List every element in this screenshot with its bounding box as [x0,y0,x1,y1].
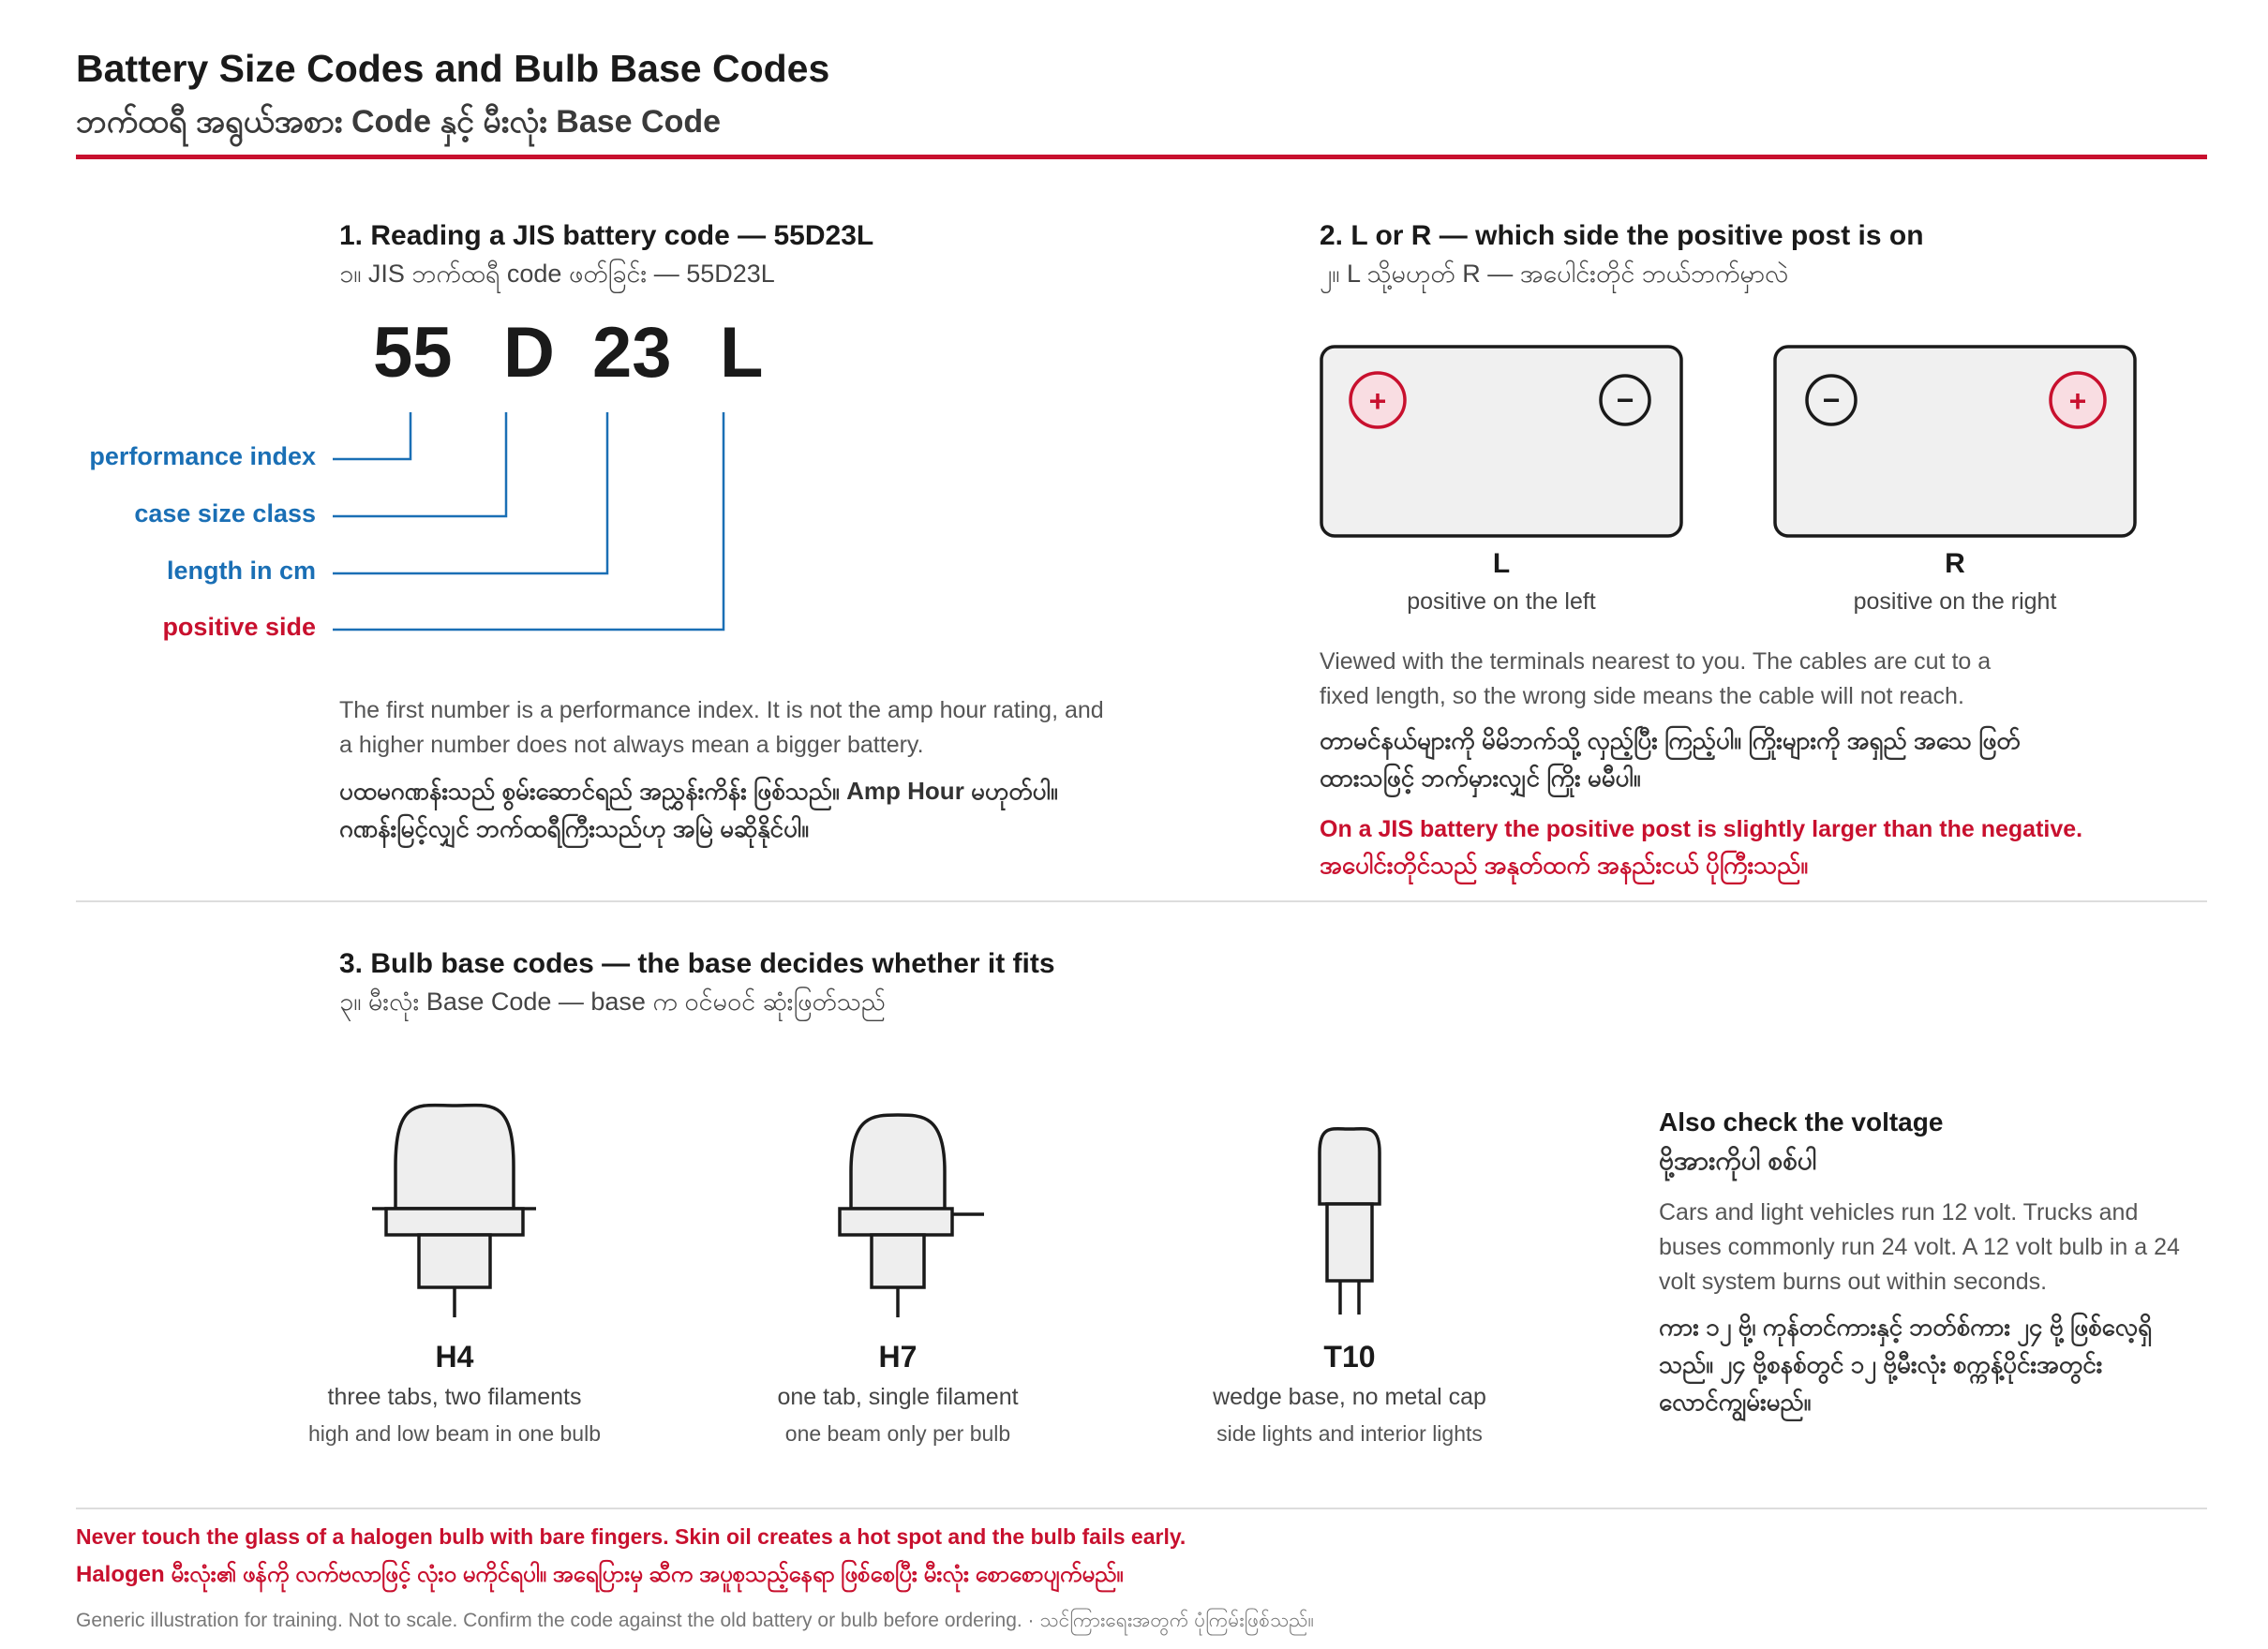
section2-heading: 2. L or R — which side the positive post is on [1320,220,1924,251]
bulb-t10-sub: side lights and interior lights [1216,1421,1483,1446]
battery-l-desc: positive on the left [1407,588,1596,615]
leader-line-length [333,412,607,573]
h7-bulb-cap [840,1209,952,1235]
bulb-t10-name: T10 [1323,1340,1376,1374]
leader-line-case-size [333,412,506,516]
code-part-length: 23 [592,313,672,393]
footer-warning: Never touch the glass of a halogen bulb with bare fingers. Skin oil creates a hot spot and the bulb fails early. [76,1524,1186,1549]
section2-note: Viewed with the terminals nearest to you. The cables are cut to a fixed length, so the wrong side means the cable will not reach. [1320,648,1992,709]
section1-note-my: ပထမဂဏန်းသည် စွမ်းဆောင်ရည် အညွှန်းကိန်း ဖြစ်သည်။ Amp Hour မဟုတ်ပါ။ ဂဏန်းမြင့်လျှင် ဘက်ထရီကြီးသည်ဟု အမြဲ မဆိုနိုင်ပါ။ [339,777,1058,842]
bulb-h4-desc: three tabs, two filaments [327,1384,582,1410]
section2-heading-my: ၂။ L သို့မဟုတ် R — အပေါင်းတိုင် ဘယ်ဘက်မှာလဲ [1320,260,1789,288]
section1-heading-my: ၁။ JIS ဘက်ထရီ code ဖတ်ခြင်း — 55D23L [339,260,775,288]
battery-l-negative-symbol: − [1616,383,1634,417]
battery-r-desc: positive on the right [1853,588,2057,615]
footer-divider [76,1508,2207,1509]
voltage-heading: Also check the voltage [1659,1107,1944,1136]
h4-bulb-cap [386,1209,523,1235]
voltage-note-my: ကား ၁၂ ဗို့၊ ကုန်တင်ကားနှင့် ဘတ်စ်ကား ၂၄ ဗို့ ဖြစ်လေ့ရှိသည်။ ၂၄ ဗို့စနစ်တွင် ၁၂ ဗို့မီးလုံး စက္ကန့်ပိုင်းအတွင်း လောင်ကျွမ်းမည်။ [1659,1313,2153,1416]
section2-warning: On a JIS battery the positive post is slightly larger than the negative. [1320,816,2083,842]
battery-r-diagram [1775,347,2135,536]
voltage-note: Cars and light vehicles run 12 volt. Trucks and buses commonly run 24 volt. A 12 volt bulb in a 24 volt system burns out within seconds. [1659,1199,2180,1295]
bulb-h7-sub: one beam only per bulb [784,1421,1011,1446]
battery-r-negative-symbol: − [1822,383,1841,417]
battery-l-diagram [1321,347,1681,536]
section2-warning-my: အပေါင်းတိုင်သည် အနုတ်ထက် အနည်းငယ် ပိုကြီးသည်။ [1320,851,1809,879]
t10-bulb-glass [1320,1129,1380,1204]
bulb-h4-name: H4 [435,1340,474,1374]
h4-bulb-base [419,1235,490,1287]
battery-l-positive-symbol: + [1368,384,1387,418]
h4-bulb-glass [395,1106,514,1209]
code-part-case-size: D [503,313,555,393]
footer-note: Generic illustration for training. Not to scale. Confirm the code against the old battery or bulb before ordering. · သင်ကြားရေးအတွက် ပုံကြမ်းဖြစ်သည်။ [76,1610,1314,1631]
page-subtitle: ဘက်ထရီ အရွယ်အစား Code နှင့် မီးလုံး Base Code [76,104,722,140]
section-divider [76,900,2207,902]
h4-bulb-icon [372,1106,536,1317]
t10-bulb-icon [1320,1129,1380,1315]
h7-bulb-glass [851,1115,945,1209]
bulb-t10-desc: wedge base, no metal cap [1213,1384,1486,1410]
section3-heading-my: ၃။ မီးလုံး Base Code — base က ဝင်မဝင် ဆုံးဖြတ်သည် [339,988,886,1016]
section2-note-my: တာမင်နယ်များကို မိမိဘက်သို့ လှည့်ပြီး ကြည့်ပါ။ ကြိုးများကို အရှည် အသေ ဖြတ်ထားသဖြင့် ဘက်မှားလျှင် ကြိုး မမီပါ။ [1320,726,2021,792]
page-title: Battery Size Codes and Bulb Base Codes [76,47,830,90]
label-performance-index: performance index [89,442,316,470]
code-leader-lines [333,412,724,630]
bulb-h7-desc: one tab, single filament [777,1384,1019,1410]
voltage-heading-my: ဗို့အားကိုပါ စစ်ပါ [1659,1146,1817,1175]
leader-line-positive-side [333,412,724,630]
battery-l-letter: L [1492,548,1511,579]
leader-line-performance-index [333,412,410,459]
label-case-size-class: case size class [134,499,316,527]
battery-r-letter: R [1945,548,1965,579]
battery-r-positive-symbol: + [2068,384,2087,418]
section1-heading: 1. Reading a JIS battery code — 55D23L [339,220,874,251]
bulb-h7-name: H7 [878,1340,918,1374]
footer-warning-my: Halogen မီးလုံး၏ ဖန်ကို လက်ဗလာဖြင့် လုံးဝ မကိုင်ရပါ။ အရေပြားမှ ဆီက အပူစုသည့်နေရာ ဖြစ်စေပြီး မီးလုံး စောစောပျက်မည်။ [76,1562,1124,1587]
h7-bulb-icon [840,1115,984,1317]
t10-bulb-wedge [1327,1204,1372,1281]
section1-note: The first number is a performance index. It is not the amp hour rating, and a higher number does not always mean a bigger battery. [339,697,1104,758]
label-length-in-cm: length in cm [166,557,316,585]
bulb-h4-sub: high and low beam in one bulb [307,1421,601,1446]
code-part-side: L [720,313,764,393]
code-part-performance: 55 [373,313,453,393]
label-positive-side: positive side [162,613,316,641]
h7-bulb-base [872,1235,924,1287]
section3-heading: 3. Bulb base codes — the base decides whether it fits [339,948,1055,979]
